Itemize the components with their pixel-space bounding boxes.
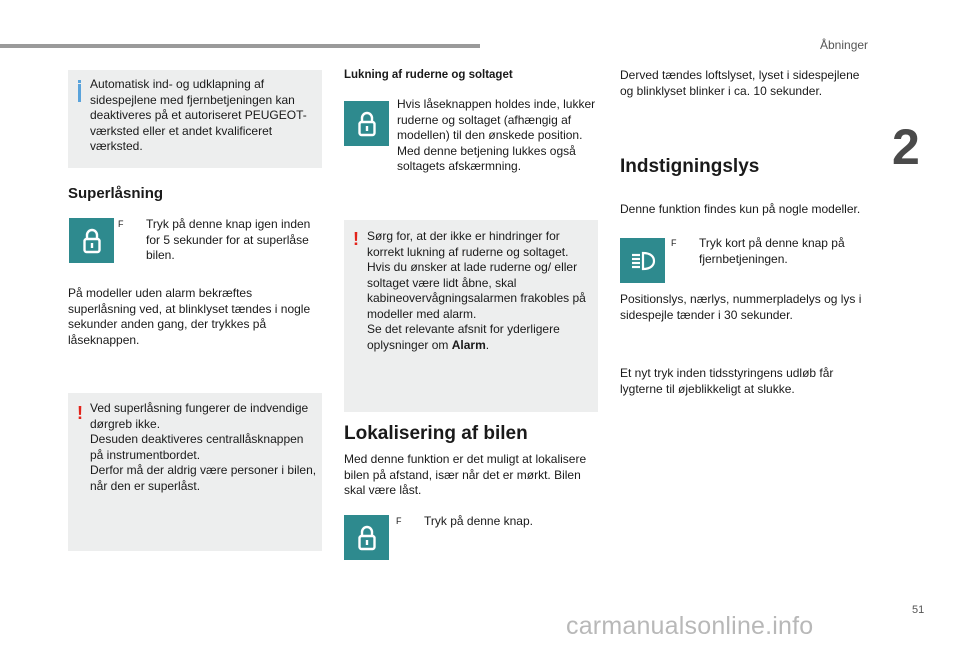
superlock-heading: Superlåsning — [68, 185, 164, 202]
headlamp-icon — [628, 246, 658, 276]
padlock-icon — [77, 226, 107, 256]
info-text: Automatisk ind- og udklapning af sidespejlene med fjernbetjeningen kan deaktiveres på et autoriseret PEUGEOT-værksted eller et andet kvalificeret værksted. — [90, 77, 307, 153]
intro-paragraph: Derved tændes loftslyset, lyset i sidespejlene og blinklyset blinker i ca. 10 sekunder. — [620, 68, 860, 98]
warning-text: Sørg for, at der ikke er hindringer for korrekt lukning af ruderne og soltaget. Hvis du ønsker at lade ruderne og/ eller soltaget være lidt åbne, skal kabineovervågningsalarmen frakobles på modeller med alarm. Se det relevante afsnit for yderligere oplysninger om Alarm. — [367, 229, 586, 352]
warning-icon: ! — [77, 403, 83, 423]
lights-bullet: F Tryk kort på denne knap på fjernbetjeningen. — [671, 236, 845, 266]
alarm-reference: Alarm — [451, 337, 486, 352]
lights-button-tile — [620, 238, 665, 283]
warning-icon: ! — [353, 229, 359, 249]
info-icon — [78, 84, 81, 102]
lock-button-tile — [344, 101, 389, 146]
page-number: 51 — [912, 604, 925, 616]
info-box — [68, 70, 322, 168]
superlock-paragraph: På modeller uden alarm bekræftes superlåsning ved, at blinklyset tændes i nogle sekunder anden gang, der trykkes på låseknappen. — [68, 286, 311, 347]
lights-paragraph-3: Et nyt tryk inden tidsstyringens udløb får lygterne til øjeblikkeligt at slukke. — [620, 366, 834, 396]
closing-text: Hvis låseknappen holdes inde, lukker ruderne og soltaget (afhængig af modellen) til den ønskede position. Med denne betjening lukkes også soltagets afskærmning. — [397, 97, 596, 173]
superlock-bullet: F Tryk på denne knap igen inden for 5 sekunder for at superlåse bilen. — [118, 217, 311, 262]
bullet-mark: F — [118, 219, 124, 229]
bullet-mark: F — [396, 516, 402, 526]
locate-bullet: F Tryk på denne knap. — [396, 514, 533, 528]
warning-box-superlock — [68, 393, 322, 551]
locate-paragraph: Med denne funktion er det muligt at lokalisere bilen på afstand, især når det er mørkt. Bilen skal være låst. — [344, 452, 587, 497]
warning-box-closing — [344, 220, 598, 412]
padlock-icon — [352, 523, 382, 553]
lights-heading: Indstigningslys — [620, 156, 760, 177]
watermark: carmanualsonline.info — [566, 612, 814, 640]
chapter-number: 2 — [892, 119, 920, 175]
lock-button-tile — [69, 218, 114, 263]
bullet-mark: F — [671, 238, 677, 248]
header-rule — [0, 44, 480, 48]
lights-paragraph-2: Positionslys, nærlys, nummerpladelys og lys i sidespejle tænder i 30 sekunder. — [620, 292, 862, 322]
lock-button-tile — [344, 515, 389, 560]
closing-heading: Lukning af ruderne og soltaget — [344, 69, 513, 81]
warning-text: Ved superlåsning fungerer de indvendige dørgreb ikke. Desuden deaktiveres centrallåsknappen på instrumentbordet. Derfor må der aldrig være personer i bilen, når den er superlåst. — [90, 401, 317, 493]
locate-heading: Lokalisering af bilen — [344, 423, 528, 444]
lights-paragraph-1: Denne funktion findes kun på nogle modeller. — [620, 202, 861, 216]
padlock-icon — [352, 109, 382, 139]
section-title: Åbninger — [820, 38, 869, 52]
